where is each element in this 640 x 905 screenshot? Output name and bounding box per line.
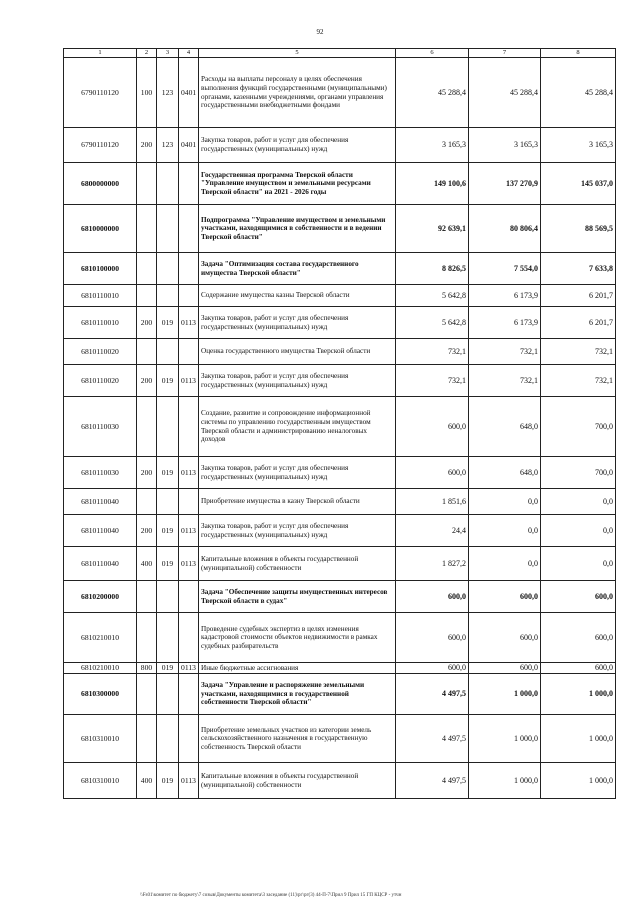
table-row — [64, 489, 616, 515]
table-row — [64, 613, 616, 663]
amount-2025-cell: 0,0 — [469, 547, 541, 581]
column-header: 6 — [396, 49, 469, 58]
section-code-cell: 0113 — [179, 457, 199, 489]
amount-2026-cell: 1 000,0 — [541, 674, 616, 715]
expense-type-cell — [137, 613, 157, 663]
section-code-cell — [179, 489, 199, 515]
amount-2025-cell: 1 000,0 — [469, 763, 541, 799]
amount-2025-cell: 600,0 — [469, 613, 541, 663]
ministry-code-cell — [157, 205, 179, 253]
amount-2025-cell: 732,1 — [469, 339, 541, 365]
ministry-code-cell — [157, 489, 179, 515]
kcsr-code-cell: 6810110020 — [64, 339, 137, 365]
ministry-code-cell — [157, 581, 179, 613]
budget-table — [63, 48, 616, 799]
amount-2026-cell: 88 569,5 — [541, 205, 616, 253]
table-row — [64, 58, 616, 128]
amount-2024-cell: 1 827,2 — [396, 547, 469, 581]
expense-type-cell: 200 — [137, 457, 157, 489]
amount-2025-cell: 1 000,0 — [469, 715, 541, 763]
section-code-cell — [179, 397, 199, 457]
table-row — [64, 253, 616, 285]
table-row — [64, 547, 616, 581]
kcsr-code-cell: 6790110120 — [64, 128, 137, 163]
amount-2024-cell: 5 642,8 — [396, 285, 469, 307]
section-code-cell — [179, 715, 199, 763]
kcsr-code-cell: 6810110030 — [64, 457, 137, 489]
item-name-cell: Задача "Управление и распоряжение земельными участками, находящимися в государственной собственности Тверской области" — [199, 674, 396, 715]
amount-2026-cell: 3 165,3 — [541, 128, 616, 163]
table-row — [64, 663, 616, 674]
column-header: 4 — [179, 49, 199, 58]
amount-2026-cell: 700,0 — [541, 457, 616, 489]
item-name-cell: Создание, развитие и сопровождение информационной системы по управлению государственным имуществом Тверской области и администрированию неналоговых доходов — [199, 397, 396, 457]
expense-type-cell: 200 — [137, 365, 157, 397]
section-code-cell — [179, 613, 199, 663]
table-row — [64, 307, 616, 339]
section-code-cell — [179, 581, 199, 613]
amount-2025-cell: 732,1 — [469, 365, 541, 397]
amount-2024-cell: 24,4 — [396, 515, 469, 547]
amount-2025-cell: 6 173,9 — [469, 307, 541, 339]
section-code-cell: 0113 — [179, 307, 199, 339]
amount-2025-cell: 7 554,0 — [469, 253, 541, 285]
amount-2026-cell: 700,0 — [541, 397, 616, 457]
table-row — [64, 763, 616, 799]
kcsr-code-cell: 6810210010 — [64, 613, 137, 663]
amount-2024-cell: 3 165,3 — [396, 128, 469, 163]
amount-2026-cell: 600,0 — [541, 581, 616, 613]
ministry-code-cell — [157, 715, 179, 763]
item-name-cell: Приобретение земельных участков из категории земель сельскохозяйственного назначения в государственную собственность Тверской области — [199, 715, 396, 763]
section-code-cell: 0401 — [179, 128, 199, 163]
item-name-cell: Закупка товаров, работ и услуг для обеспечения государственных (муниципальных) нужд — [199, 457, 396, 489]
ministry-code-cell — [157, 397, 179, 457]
kcsr-code-cell: 6810110030 — [64, 397, 137, 457]
ministry-code-cell — [157, 253, 179, 285]
table-row — [64, 365, 616, 397]
item-name-cell: Задача "Обеспечение защиты имущественных интересов Тверской области в судах" — [199, 581, 396, 613]
table-row — [64, 128, 616, 163]
item-name-cell: Подпрограмма "Управление имуществом и земельными участками, находящимися в собственности и в ведении Тверской области" — [199, 205, 396, 253]
kcsr-code-cell: 6810110010 — [64, 285, 137, 307]
amount-2025-cell: 0,0 — [469, 489, 541, 515]
table-row — [64, 285, 616, 307]
ministry-code-cell — [157, 285, 179, 307]
table-row — [64, 397, 616, 457]
ministry-code-cell — [157, 674, 179, 715]
kcsr-code-cell: 6800000000 — [64, 163, 137, 205]
column-header: 8 — [541, 49, 616, 58]
item-name-cell: Государственная программа Тверской области "Управление имуществом и земельными ресурсами Тверской области" на 2021 - 2026 годы — [199, 163, 396, 205]
section-code-cell: 0401 — [179, 58, 199, 128]
kcsr-code-cell: 6810310010 — [64, 715, 137, 763]
amount-2024-cell: 600,0 — [396, 613, 469, 663]
amount-2025-cell: 648,0 — [469, 397, 541, 457]
amount-2024-cell: 4 497,5 — [396, 763, 469, 799]
kcsr-code-cell: 6810310010 — [64, 763, 137, 799]
ministry-code-cell: 019 — [157, 515, 179, 547]
section-code-cell: 0113 — [179, 515, 199, 547]
table-row — [64, 339, 616, 365]
item-name-cell: Закупка товаров, работ и услуг для обеспечения государственных (муниципальных) нужд — [199, 307, 396, 339]
item-name-cell: Капитальные вложения в объекты государственной (муниципальной) собственности — [199, 547, 396, 581]
ministry-code-cell — [157, 613, 179, 663]
expense-type-cell — [137, 489, 157, 515]
amount-2026-cell: 145 037,0 — [541, 163, 616, 205]
ministry-code-cell: 019 — [157, 307, 179, 339]
ministry-code-cell: 019 — [157, 457, 179, 489]
amount-2024-cell: 92 639,1 — [396, 205, 469, 253]
amount-2025-cell: 600,0 — [469, 663, 541, 674]
amount-2024-cell: 600,0 — [396, 663, 469, 674]
section-code-cell — [179, 163, 199, 205]
amount-2024-cell: 732,1 — [396, 365, 469, 397]
amount-2024-cell: 45 288,4 — [396, 58, 469, 128]
expense-type-cell: 200 — [137, 128, 157, 163]
amount-2026-cell: 1 000,0 — [541, 763, 616, 799]
amount-2025-cell: 45 288,4 — [469, 58, 541, 128]
expense-type-cell — [137, 163, 157, 205]
ministry-code-cell: 019 — [157, 547, 179, 581]
amount-2026-cell: 600,0 — [541, 613, 616, 663]
item-name-cell: Оценка государственного имущества Тверской области — [199, 339, 396, 365]
section-code-cell — [179, 253, 199, 285]
expense-type-cell: 100 — [137, 58, 157, 128]
ministry-code-cell: 123 — [157, 58, 179, 128]
section-code-cell — [179, 285, 199, 307]
item-name-cell: Закупка товаров, работ и услуг для обеспечения государственных (муниципальных) нужд — [199, 515, 396, 547]
expense-type-cell: 400 — [137, 763, 157, 799]
ministry-code-cell — [157, 163, 179, 205]
section-code-cell: 0113 — [179, 547, 199, 581]
amount-2026-cell: 732,1 — [541, 365, 616, 397]
expense-type-cell — [137, 253, 157, 285]
amount-2026-cell: 7 633,8 — [541, 253, 616, 285]
ministry-code-cell: 019 — [157, 763, 179, 799]
expense-type-cell — [137, 397, 157, 457]
column-header: 2 — [137, 49, 157, 58]
footer-file-path: \\Fs01\комитет по бюджету\7 созыв\Документы комитета\3 заседание (11)\рг\рг(3) 44-П-7\Прил 9 Прил 15 ГП КЦСР - утчн — [140, 893, 402, 898]
amount-2026-cell: 45 288,4 — [541, 58, 616, 128]
column-header: 5 — [199, 49, 396, 58]
item-name-cell: Расходы на выплаты персоналу в целях обеспечения выполнения функций государственными (муниципальными) органами, казенными учреждениями, органами управления государственными внебюджетными фондами — [199, 58, 396, 128]
table-row — [64, 715, 616, 763]
amount-2026-cell: 1 000,0 — [541, 715, 616, 763]
table-header-row — [64, 49, 616, 58]
amount-2025-cell: 80 806,4 — [469, 205, 541, 253]
item-name-cell: Закупка товаров, работ и услуг для обеспечения государственных (муниципальных) нужд — [199, 128, 396, 163]
amount-2025-cell: 3 165,3 — [469, 128, 541, 163]
item-name-cell: Капитальные вложения в объекты государственной (муниципальной) собственности — [199, 763, 396, 799]
kcsr-code-cell: 6810110040 — [64, 515, 137, 547]
section-code-cell: 0113 — [179, 663, 199, 674]
kcsr-code-cell: 6810300000 — [64, 674, 137, 715]
expense-type-cell: 400 — [137, 547, 157, 581]
expense-type-cell: 200 — [137, 307, 157, 339]
amount-2025-cell: 648,0 — [469, 457, 541, 489]
ministry-code-cell — [157, 339, 179, 365]
amount-2024-cell: 600,0 — [396, 397, 469, 457]
amount-2025-cell: 137 270,9 — [469, 163, 541, 205]
table-row — [64, 515, 616, 547]
ministry-code-cell: 019 — [157, 365, 179, 397]
amount-2026-cell: 732,1 — [541, 339, 616, 365]
amount-2025-cell: 1 000,0 — [469, 674, 541, 715]
item-name-cell: Закупка товаров, работ и услуг для обеспечения государственных (муниципальных) нужд — [199, 365, 396, 397]
expense-type-cell — [137, 674, 157, 715]
kcsr-code-cell: 6810110020 — [64, 365, 137, 397]
column-header: 3 — [157, 49, 179, 58]
amount-2025-cell: 6 173,9 — [469, 285, 541, 307]
kcsr-code-cell: 6810200000 — [64, 581, 137, 613]
page-number: 92 — [316, 28, 324, 36]
kcsr-code-cell: 6810210010 — [64, 663, 137, 674]
table-row — [64, 457, 616, 489]
section-code-cell: 0113 — [179, 763, 199, 799]
amount-2024-cell: 732,1 — [396, 339, 469, 365]
expense-type-cell: 200 — [137, 515, 157, 547]
expense-type-cell — [137, 715, 157, 763]
table-row — [64, 581, 616, 613]
expense-type-cell — [137, 205, 157, 253]
amount-2026-cell: 6 201,7 — [541, 307, 616, 339]
section-code-cell: 0113 — [179, 365, 199, 397]
expense-type-cell — [137, 581, 157, 613]
amount-2026-cell: 0,0 — [541, 489, 616, 515]
section-code-cell — [179, 339, 199, 365]
item-name-cell: Приобретение имущества в казну Тверской области — [199, 489, 396, 515]
amount-2024-cell: 600,0 — [396, 457, 469, 489]
kcsr-code-cell: 6810110040 — [64, 489, 137, 515]
table-row — [64, 163, 616, 205]
kcsr-code-cell: 6810110040 — [64, 547, 137, 581]
amount-2024-cell: 4 497,5 — [396, 674, 469, 715]
expense-type-cell — [137, 339, 157, 365]
amount-2024-cell: 8 826,5 — [396, 253, 469, 285]
amount-2024-cell: 4 497,5 — [396, 715, 469, 763]
item-name-cell: Проведение судебных экспертиз в целях изменения кадастровой стоимости объектов недвижимости в рамках судебных разбирательств — [199, 613, 396, 663]
amount-2025-cell: 0,0 — [469, 515, 541, 547]
column-header: 1 — [64, 49, 137, 58]
kcsr-code-cell: 6810110010 — [64, 307, 137, 339]
item-name-cell: Задача "Оптимизация состава государственного имущества Тверской области" — [199, 253, 396, 285]
table-row — [64, 205, 616, 253]
section-code-cell — [179, 674, 199, 715]
ministry-code-cell: 123 — [157, 128, 179, 163]
section-code-cell — [179, 205, 199, 253]
kcsr-code-cell: 6810100000 — [64, 253, 137, 285]
kcsr-code-cell: 6810000000 — [64, 205, 137, 253]
amount-2026-cell: 0,0 — [541, 547, 616, 581]
column-header: 7 — [469, 49, 541, 58]
expense-type-cell — [137, 285, 157, 307]
expense-type-cell: 800 — [137, 663, 157, 674]
amount-2026-cell: 0,0 — [541, 515, 616, 547]
amount-2024-cell: 149 100,6 — [396, 163, 469, 205]
item-name-cell: Иные бюджетные ассигнования — [199, 663, 396, 674]
amount-2026-cell: 600,0 — [541, 663, 616, 674]
amount-2024-cell: 5 642,8 — [396, 307, 469, 339]
ministry-code-cell: 019 — [157, 663, 179, 674]
amount-2025-cell: 600,0 — [469, 581, 541, 613]
item-name-cell: Содержание имущества казны Тверской области — [199, 285, 396, 307]
amount-2024-cell: 600,0 — [396, 581, 469, 613]
kcsr-code-cell: 6790110120 — [64, 58, 137, 128]
amount-2024-cell: 1 851,6 — [396, 489, 469, 515]
amount-2026-cell: 6 201,7 — [541, 285, 616, 307]
table-row — [64, 674, 616, 715]
